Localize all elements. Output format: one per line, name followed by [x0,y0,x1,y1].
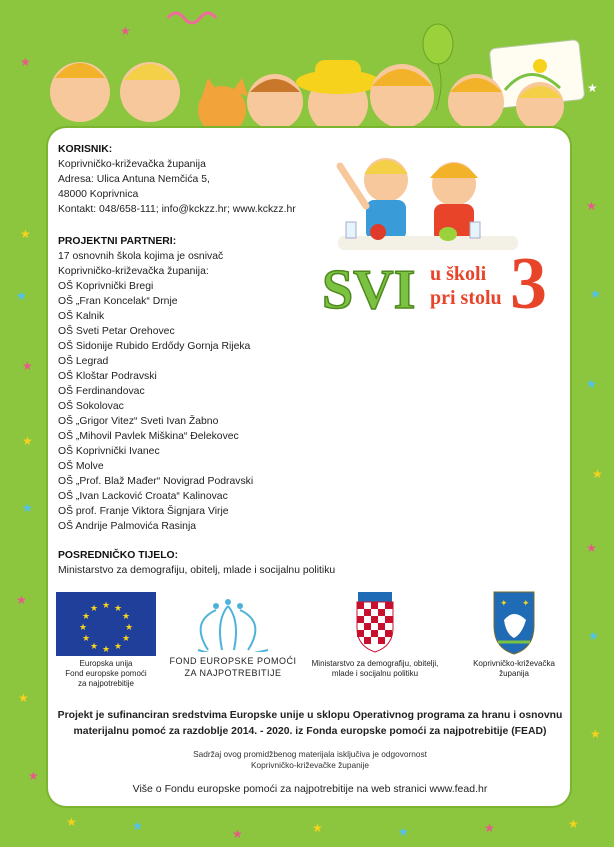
eu-caption: za najpotrebitije [77,679,135,688]
star-icon: ★ [568,817,579,831]
disclaimer [56,749,564,771]
brand-line2: pri stolu [430,287,502,309]
kid-head-icon [247,74,303,130]
fead-logo [168,590,298,679]
beneficiary-heading: KORISNIK: [58,144,113,155]
partners-intro: 17 osnovnih škola kojima je osnivač [58,251,224,262]
school-item: OŠ prof. Franje Viktora Šignjara Virje [58,506,229,517]
logos-row [56,590,564,700]
svg-text:★: ★ [101,645,111,655]
kid-head-icon [516,82,564,130]
star-icon: ★ [22,501,33,515]
kid-head-icon [448,74,504,130]
school-item: OŠ Koprivnički Bregi [58,281,154,292]
star-icon: ★ [20,55,31,69]
svg-text:★: ★ [113,604,123,614]
pear-icon [439,227,457,241]
kid-head-icon [296,60,380,134]
star-icon: ★ [232,827,243,841]
disclaimer-line: Sadržaj ovog promidžbenog materijala isključiva je odgovornost [193,749,427,759]
ministry-logo [310,590,440,679]
school-list [58,279,253,534]
apple-icon [370,224,386,240]
beneficiary-contact: Kontakt: 048/658-111; info@kckzz.hr; www.kckzz.hr [58,204,296,215]
beneficiary-section [58,142,296,217]
star-icon: ★ [132,819,143,833]
funding-statement [56,708,564,740]
school-item: OŠ Molve [58,461,104,472]
star-icon: ★ [16,289,27,303]
funding-line: materijalnu pomoć za razdoblje 2014. - 2020. iz Fonda europske pomoći za najpotrebitije (FEAD) [73,726,547,737]
croatian-coat-of-arms-icon [310,590,440,656]
star-icon: ★ [586,541,597,555]
school-item: OŠ Koprivnički Ivanec [58,446,160,457]
partners-heading: PROJEKTNI PARTNERI: [58,236,177,247]
school-item: OŠ Sidonije Rubido Erdődy Gornja Rijeka [58,341,251,352]
star-icon: ★ [590,287,601,301]
star-icon: ★ [398,825,409,839]
ministry-caption: mlade i socijalnu politiku [331,669,419,678]
star-icon: ★ [28,769,39,783]
beneficiary-line: Koprivničko-križevačka županija [58,159,206,170]
school-item: OŠ Andrije Palmovića Rasinja [58,521,197,532]
svg-text:✦: ✦ [500,599,508,609]
school-item: OŠ „Mihovil Pavlek Miškina“ Đelekovec [58,431,239,442]
brand-line1: u školi [430,263,487,285]
partners-section [58,234,253,534]
glass-icon [346,222,356,238]
star-icon: ★ [16,593,27,607]
glass-icon [470,222,480,238]
star-icon: ★ [22,434,33,448]
star-icon: ★ [588,629,599,643]
intermediary-text: Ministarstvo za demografiju, obitelj, mlade i socijalnu politiku [58,565,336,576]
school-item: OŠ Ferdinandovac [58,386,145,397]
svg-text:★: ★ [81,634,91,644]
ministry-caption: Ministarstvo za demografiju, obitelji, [311,659,439,668]
fead-caption: ZA NAJPOTREBITIJE [184,668,282,678]
fead-caption: FOND EUROPSKE POMOĆI [169,656,297,666]
star-icon: ★ [586,377,597,391]
kid-head-icon [50,62,110,122]
eu-flag-icon [56,590,156,656]
school-item: OŠ „Fran Koncelak“ Drnje [58,296,178,307]
svg-text:★: ★ [121,612,131,622]
svg-text:✦: ✦ [522,599,530,609]
svg-text:★: ★ [101,601,111,611]
svg-text:★: ★ [89,604,99,614]
web-link-text: Više o Fondu europske pomoći za najpotrebitije na web stranici www.fead.hr [132,783,488,795]
star-icon: ★ [66,815,77,829]
svg-text:★: ★ [113,642,123,652]
funding-line: Projekt je sufinanciran sredstvima Europske unije u sklopu Operativnog programa za hranu i osnovnu [57,710,563,721]
county-logo [464,590,564,679]
star-icon: ★ [592,467,603,481]
school-item: OŠ Kalnik [58,311,105,322]
school-item: OŠ Legrad [58,356,109,367]
star-icon: ★ [590,727,601,741]
svi-project-logo [318,148,563,338]
svg-text:★: ★ [89,642,99,652]
county-caption: županija [499,669,529,678]
cat-head-icon [198,78,248,134]
star-icon: ★ [587,81,598,95]
school-item: OŠ Sokolovac [58,401,124,412]
star-icon: ★ [120,24,131,38]
school-item: OŠ „Grigor Vitez“ Sveti Ivan Žabno [58,416,219,427]
star-icon: ★ [18,691,29,705]
beneficiary-line: Adresa: Ulica Antuna Nemčića 5, [58,174,210,185]
star-icon: ★ [312,821,323,835]
star-icon: ★ [484,821,495,835]
disclaimer-line: Koprivničko-križevačke županije [250,760,370,770]
school-item: OŠ Kloštar Podravski [58,371,157,382]
intermediary-section [58,548,335,578]
intermediary-heading: POSREDNIČKO TIJELO: [58,550,179,561]
brand-svi: SVI [322,259,416,321]
school-item: OŠ Sveti Petar Orehovec [58,326,175,337]
star-icon: ★ [20,227,31,241]
svg-text:★: ★ [78,623,88,633]
partners-intro: Koprivničko-križevačka županija: [58,266,209,277]
star-icon: ★ [22,359,33,373]
brand-number: 3 [510,243,547,325]
eu-caption: Fond europske pomoći [65,669,147,678]
kid-head-icon [120,62,180,122]
svg-text:★: ★ [124,623,134,633]
svg-text:★: ★ [81,612,91,622]
school-item: OŠ „Ivan Lacković Croata“ Kalinovac [58,491,228,502]
beneficiary-line: 48000 Koprivnica [58,189,139,200]
svg-text:★: ★ [121,634,131,644]
table-icon [338,236,518,250]
star-icon: ★ [586,199,597,213]
eu-caption: Europska unija [79,659,133,668]
eu-logo [56,590,156,689]
kid-head-icon [370,64,434,128]
fead-icon [168,590,298,652]
county-caption: Koprivničko-križevačka [473,659,555,668]
school-item: OŠ „Prof. Blaž Mađer“ Novigrad Podravski [58,476,254,487]
county-coat-of-arms-icon [464,590,564,656]
